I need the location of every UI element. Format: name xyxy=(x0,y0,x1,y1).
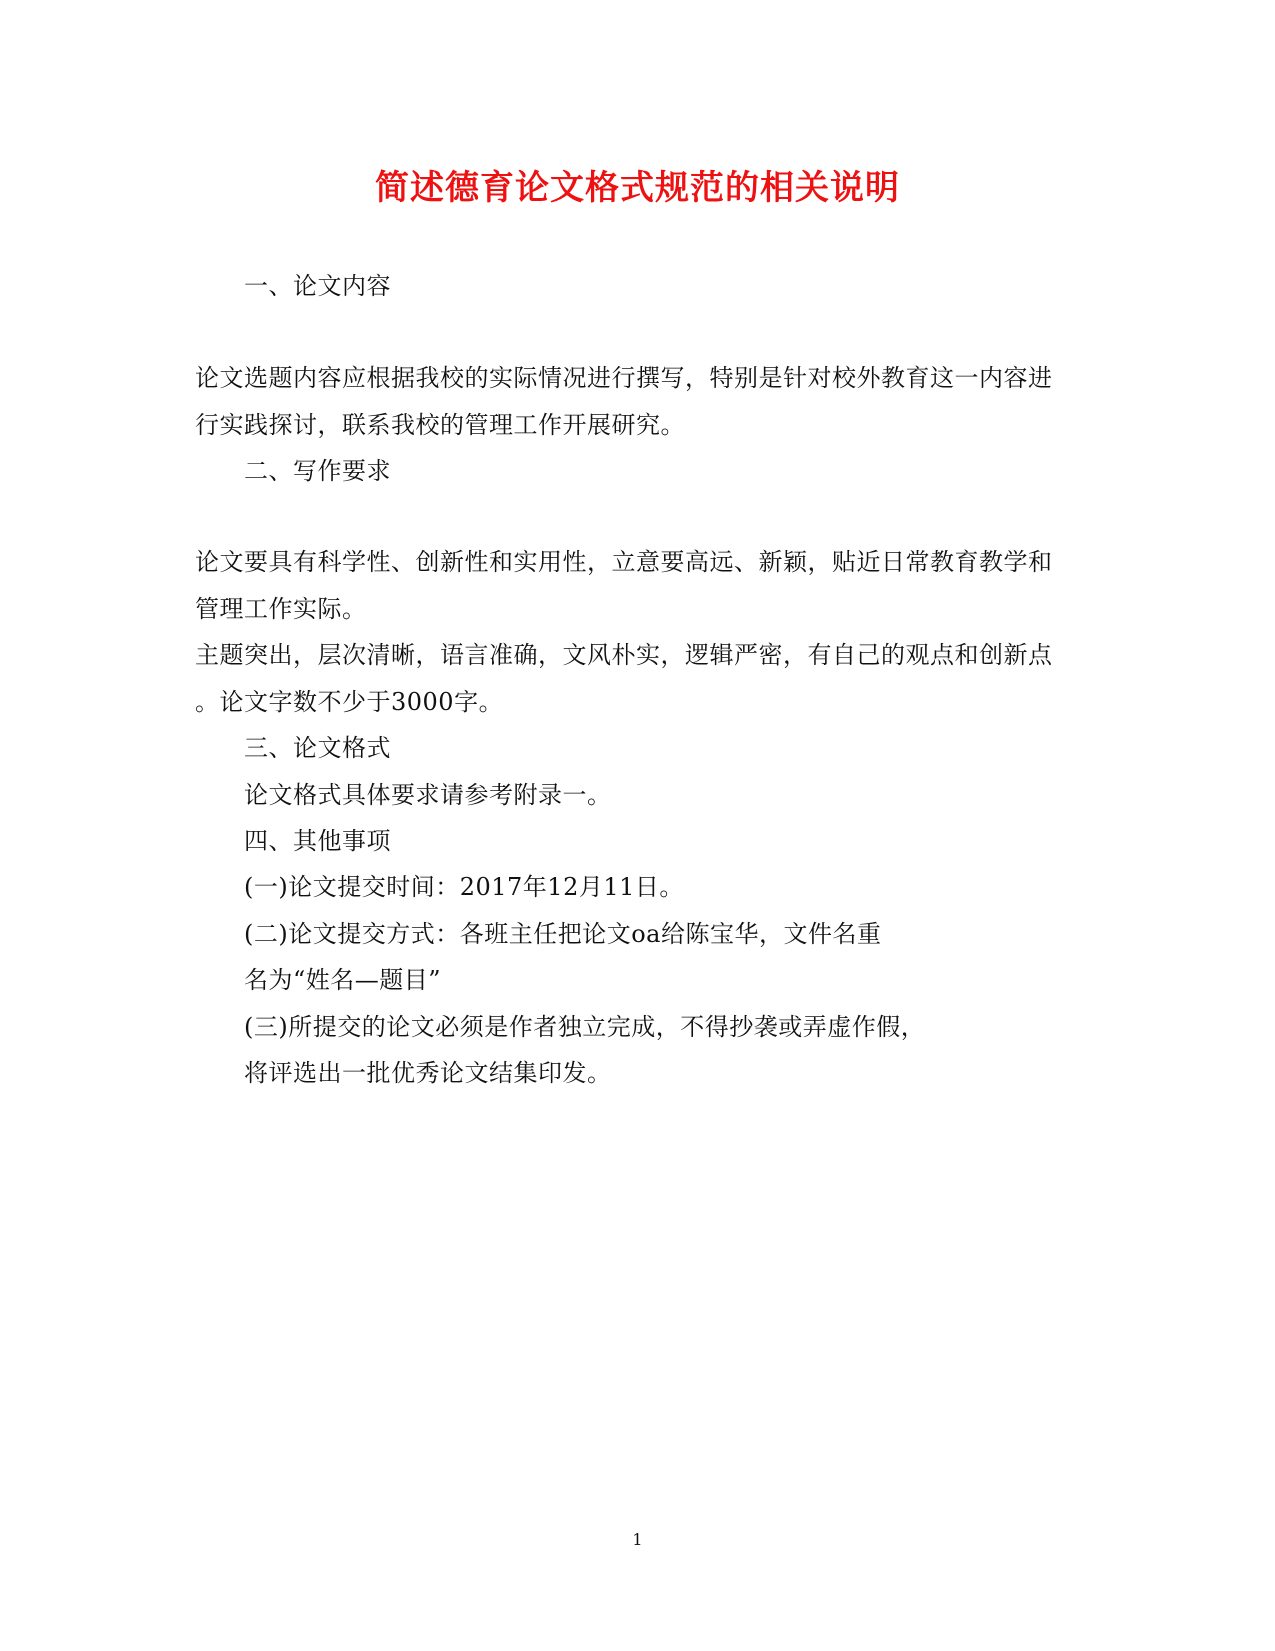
list-item: (二)论文提交方式：各班主任把论文oa给陈宝华，文件名重 xyxy=(244,920,882,948)
page-number: 1 xyxy=(632,1530,643,1549)
paragraph-line: 论文格式具体要求请参考附录一。 xyxy=(244,781,612,809)
list-item: (一)论文提交时间：2017年12月11日。 xyxy=(244,873,684,901)
list-item: (三)所提交的论文必须是作者独立完成，不得抄袭或弄虚作假， xyxy=(244,1013,926,1041)
section-heading-requirements: 二、写作要求 xyxy=(244,457,391,485)
list-item-continuation: 将评选出一批优秀论文结集印发。 xyxy=(244,1059,612,1087)
list-item-continuation: 名为“姓名—题目” xyxy=(244,966,442,994)
section-heading-format: 三、论文格式 xyxy=(244,734,391,762)
paragraph-line: 论文要具有科学性、创新性和实用性，立意要高远、新颖，贴近日常教育教学和 xyxy=(195,548,1053,576)
paragraph-line: 管理工作实际。 xyxy=(195,595,367,623)
section-heading-other: 四、其他事项 xyxy=(244,827,391,855)
document-title: 简述德育论文格式规范的相关说明 xyxy=(375,168,900,208)
section-heading-content: 一、论文内容 xyxy=(244,272,391,300)
paragraph-line: 行实践探讨，联系我校的管理工作开展研究。 xyxy=(195,411,685,439)
paragraph-line: 主题突出，层次清晰，语言准确，文风朴实，逻辑严密，有自己的观点和创新点 xyxy=(195,641,1053,669)
paragraph-line: 论文选题内容应根据我校的实际情况进行撰写，特别是针对校外教育这一内容进 xyxy=(195,364,1053,392)
paragraph-line: 。论文字数不少于3000字。 xyxy=(195,688,504,716)
